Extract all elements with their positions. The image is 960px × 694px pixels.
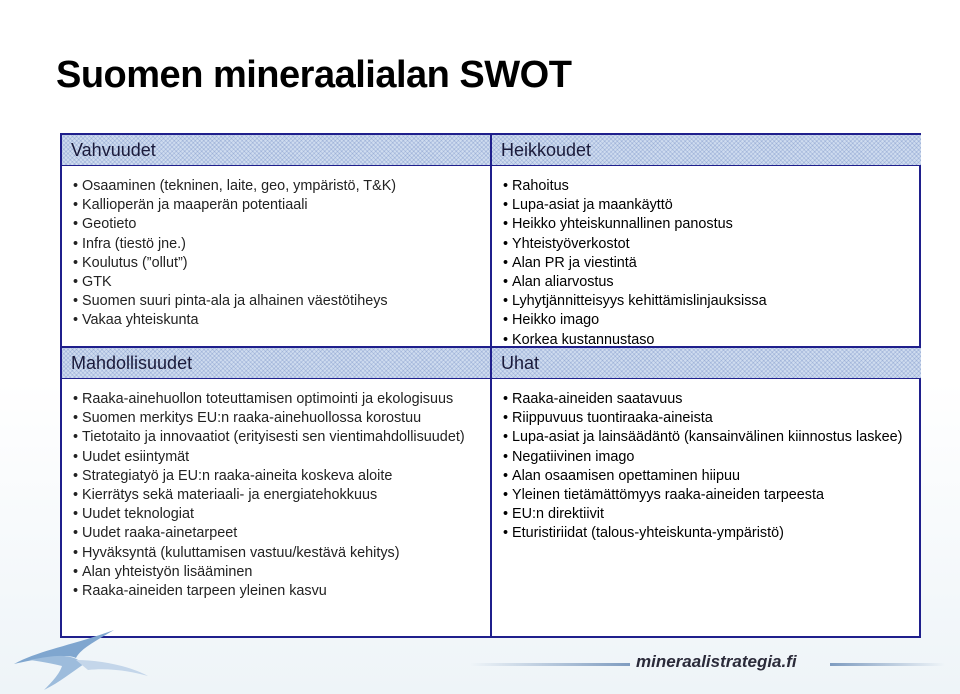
list-item: • Suomen merkitys EU:n raaka-ainehuollossa korostuu xyxy=(73,409,482,428)
list-item: • Infra (tiestö jne.) xyxy=(73,235,482,254)
weaknesses-list xyxy=(492,166,921,350)
list-item: • GTK xyxy=(73,273,482,292)
list-item: • Osaaminen (tekninen, laite, geo, ympäristö, T&K) xyxy=(73,177,482,196)
list-item: • EU:n direktiivit xyxy=(503,505,913,524)
strengths-list xyxy=(62,166,490,331)
opportunities-list xyxy=(62,379,490,601)
list-item: • Negatiivinen imago xyxy=(503,448,913,467)
list-item: • Geotieto xyxy=(73,215,482,234)
list-item: • Kallioperän ja maaperän potentiaali xyxy=(73,196,482,215)
list-item: • Raaka-aineiden saatavuus xyxy=(503,390,913,409)
list-item: • Alan osaamisen opettaminen hiipuu xyxy=(503,467,913,486)
list-item: • Yleinen tietämättömyys raaka-aineiden tarpeesta xyxy=(503,486,913,505)
threats-list xyxy=(492,379,921,544)
list-item: • Koulutus (”ollut”) xyxy=(73,254,482,273)
list-item: • Yhteistyöverkostot xyxy=(503,235,913,254)
weaknesses-quadrant xyxy=(491,135,921,347)
list-item: • Alan PR ja viestintä xyxy=(503,254,913,273)
list-item: • Heikko imago xyxy=(503,311,913,330)
list-item: • Lupa-asiat ja lainsäädäntö (kansainvälinen kiinnostus laskee) xyxy=(503,428,913,447)
list-item: • Vakaa yhteiskunta xyxy=(73,311,482,330)
list-item: • Suomen suuri pinta-ala ja alhainen väestötiheys xyxy=(73,292,482,311)
list-item: • Raaka-ainehuollon toteuttamisen optimointi ja ekologisuus xyxy=(73,390,482,409)
list-item: • Uudet esiintymät xyxy=(73,448,482,467)
swot-table xyxy=(60,133,921,638)
list-item: • Heikko yhteiskunnallinen panostus xyxy=(503,215,913,234)
list-item: • Raaka-aineiden tarpeen yleinen kasvu xyxy=(73,582,482,601)
strengths-quadrant xyxy=(62,135,491,347)
footer-rule-left xyxy=(470,663,630,666)
footer-rule-right xyxy=(830,663,945,666)
list-item: • Korkea kustannustaso xyxy=(503,331,913,350)
opportunities-quadrant xyxy=(62,347,491,638)
list-item: • Alan yhteistyön lisääminen xyxy=(73,563,482,582)
slide-title: Suomen mineraalialan SWOT xyxy=(56,54,572,96)
list-item: • Tietotaito ja innovaatiot (erityisesti sen vientimahdollisuudet) xyxy=(73,428,482,447)
list-item: • Rahoitus xyxy=(503,177,913,196)
site-logo[interactable]: mineraalistrategia.fi xyxy=(636,652,797,671)
list-item: • Kierrätys sekä materiaali- ja energiatehokkuus xyxy=(73,486,482,505)
list-item: • Lyhytjännitteisyys kehittämislinjauksissa xyxy=(503,292,913,311)
strengths-heading: Vahvuudet xyxy=(62,135,490,166)
list-item: • Alan aliarvostus xyxy=(503,273,913,292)
list-item: • Strategiatyö ja EU:n raaka-aineita koskeva aloite xyxy=(73,467,482,486)
list-item: • Eturistiriidat (talous-yhteiskunta-ympäristö) xyxy=(503,524,913,543)
opportunities-heading: Mahdollisuudet xyxy=(62,348,490,379)
weaknesses-heading: Heikkoudet xyxy=(492,135,921,166)
list-item: • Riippuvuus tuontiraaka-aineista xyxy=(503,409,913,428)
list-item: • Lupa-asiat ja maankäyttö xyxy=(503,196,913,215)
bird-swoosh-icon xyxy=(10,620,150,694)
list-item: • Uudet raaka-ainetarpeet xyxy=(73,524,482,543)
list-item: • Uudet teknologiat xyxy=(73,505,482,524)
threats-quadrant xyxy=(491,347,921,638)
list-item: • Hyväksyntä (kuluttamisen vastuu/kestävä kehitys) xyxy=(73,544,482,563)
threats-heading: Uhat xyxy=(492,348,921,379)
